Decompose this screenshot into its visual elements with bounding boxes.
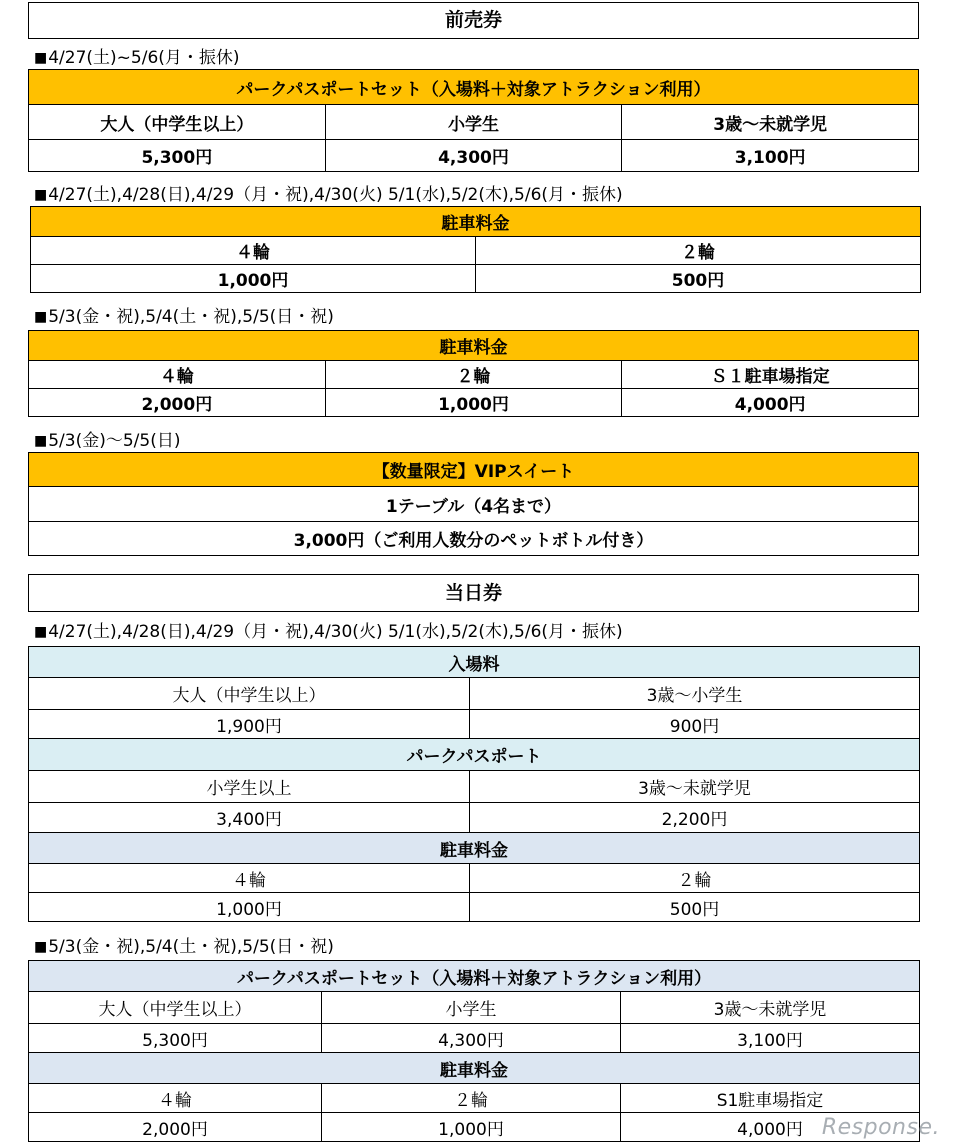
table-header: 駐車料金 (31, 207, 921, 237)
col-preschool: 3歳～未就学児 (621, 992, 920, 1024)
bullet: ■ (34, 624, 48, 640)
watermark-logo: Response. (821, 1115, 940, 1140)
sameday-date-1: ■4/27(土),4/28(日),4/29（月・祝),4/30(火) 5/1(水),5/2(木),5/6(月・振休) (34, 622, 623, 642)
price-2wheel: 1,000円 (322, 1113, 621, 1142)
col-child: 3歳～小学生 (470, 678, 920, 710)
col-elementary-plus: 小学生以上 (29, 771, 470, 803)
price-child: 900円 (470, 710, 920, 739)
col-preschool: 3歳～未就学児 (470, 771, 920, 803)
price-s1: 4,000円 (622, 389, 919, 417)
price-4wheel: 1,000円 (31, 265, 476, 293)
col-elementary: 小学生 (325, 105, 622, 140)
presale-vip-table (28, 452, 919, 556)
presale-parking-table-1 (30, 206, 921, 293)
parking-header: 駐車料金 (29, 833, 920, 864)
price-2wheel: 1,000円 (325, 389, 622, 417)
price-preschool: 3,100円 (621, 1024, 920, 1053)
price-elementary-plus: 3,400円 (29, 803, 470, 833)
table-header: 駐車料金 (29, 331, 919, 361)
sameday-title: 当日券 (28, 574, 919, 612)
price-4wheel: 2,000円 (29, 389, 326, 417)
vip-price: 3,000円（ご利用人数分のペットボトル付き） (29, 522, 919, 556)
col-4wheel: ４輪 (29, 864, 470, 893)
col-2wheel: ２輪 (470, 864, 920, 893)
price-2wheel: 500円 (470, 893, 920, 922)
col-adult: 大人（中学生以上） (29, 992, 322, 1024)
col-4wheel: ４輪 (29, 361, 326, 389)
parking-header: 駐車料金 (29, 1053, 920, 1084)
price-preschool: 2,200円 (470, 803, 920, 833)
bullet: ■ (34, 309, 48, 325)
table-header: パークパスポートセット（入場料＋対象アトラクション利用） (29, 70, 919, 105)
presale-parking-table-2 (28, 330, 919, 417)
col-4wheel: ４輪 (31, 237, 476, 265)
bullet: ■ (34, 939, 48, 955)
presale-date-4: ■5/3(金)～5/5(日) (34, 431, 181, 451)
presale-passport-set-table (28, 69, 919, 172)
col-preschool: 3歳～未就学児 (622, 105, 919, 140)
bullet: ■ (34, 187, 48, 203)
col-adult: 大人（中学生以上） (29, 678, 470, 710)
sameday-weekday-table (28, 646, 920, 922)
set-header: パークパスポートセット（入場料＋対象アトラクション利用） (29, 961, 920, 992)
vip-table-capacity: 1テーブル（4名まで） (29, 487, 919, 522)
admission-header: 入場料 (29, 647, 920, 678)
price-s1: 4,000円 (621, 1113, 920, 1142)
col-elementary: 小学生 (322, 992, 621, 1024)
col-4wheel: ４輪 (29, 1084, 322, 1113)
price-elementary: 4,300円 (322, 1024, 621, 1053)
price-preschool: 3,100円 (622, 140, 919, 172)
price-adult: 1,900円 (29, 710, 470, 739)
price-4wheel: 1,000円 (29, 893, 470, 922)
sameday-date-2: ■5/3(金・祝),5/4(土・祝),5/5(日・祝) (34, 937, 334, 957)
bullet: ■ (34, 433, 48, 449)
presale-title: 前売券 (28, 2, 919, 39)
presale-date-2: ■4/27(土),4/28(日),4/29（月・祝),4/30(火) 5/1(水),5/2(木),5/6(月・振休) (34, 185, 623, 205)
bullet: ■ (34, 50, 48, 66)
presale-date-3: ■5/3(金・祝),5/4(土・祝),5/5(日・祝) (34, 307, 334, 327)
col-2wheel: ２輪 (322, 1084, 621, 1113)
col-2wheel: ２輪 (476, 237, 921, 265)
col-s1: S1駐車場指定 (621, 1084, 920, 1113)
col-s1: Ｓ１駐車場指定 (622, 361, 919, 389)
presale-date-1: ■4/27(土)~5/6(月・振休) (34, 48, 240, 68)
passport-header: パークパスポート (29, 739, 920, 771)
col-2wheel: ２輪 (325, 361, 622, 389)
price-elementary: 4,300円 (325, 140, 622, 172)
price-adult: 5,300円 (29, 1024, 322, 1053)
price-2wheel: 500円 (476, 265, 921, 293)
price-4wheel: 2,000円 (29, 1113, 322, 1142)
col-adult: 大人（中学生以上） (29, 105, 326, 140)
sameday-holiday-table (28, 960, 920, 1142)
price-adult: 5,300円 (29, 140, 326, 172)
table-header: 【数量限定】VIPスイート (29, 453, 919, 487)
